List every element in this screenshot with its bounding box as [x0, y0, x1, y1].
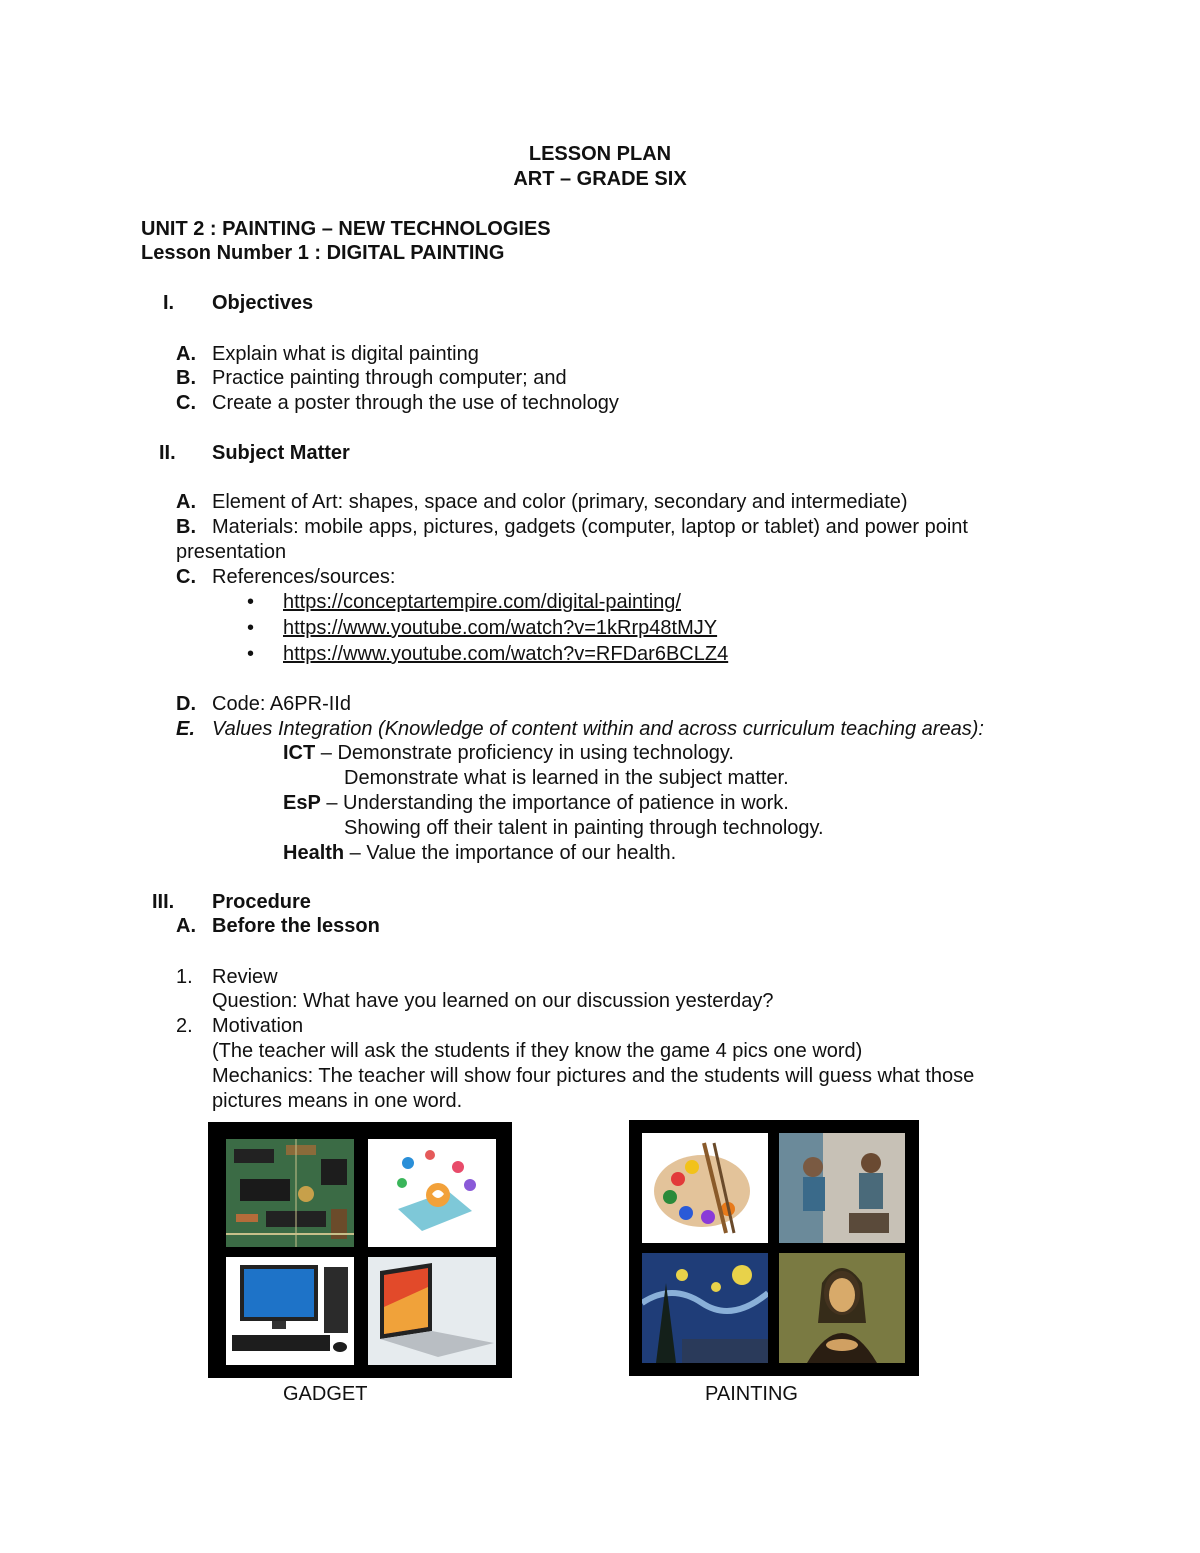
subject-letter-e: E.: [176, 718, 195, 740]
tablet-apps-picture: [368, 1139, 496, 1247]
value-esp-text-2: Showing off their talent in painting through technology.: [344, 817, 824, 839]
starry-night-picture: [642, 1253, 768, 1363]
step-title-motivation: Motivation: [212, 1015, 304, 1037]
step-line: Mechanics: The teacher will show four pictures and the students will guess what those: [212, 1065, 975, 1087]
reference-link[interactable]: https://conceptartempire.com/digital-painting/: [283, 591, 681, 613]
mona-lisa-picture: [779, 1253, 905, 1363]
unit-heading: UNIT 2 : PAINTING – NEW TECHNOLOGIES: [141, 218, 551, 240]
objective-letter: A.: [176, 343, 196, 365]
subject-materials-continued: presentation: [176, 541, 287, 563]
subject-letter-c: C.: [176, 566, 196, 588]
subject-code: Code: A6PR-IId: [212, 693, 351, 715]
step-line: pictures means in one word.: [212, 1090, 463, 1112]
value-ict-text-2: Demonstrate what is learned in the subject matter.: [344, 767, 789, 789]
section-heading-objectives: Objectives: [212, 292, 314, 314]
subject-letter-d: D.: [176, 693, 196, 715]
value-esp-text: – Understanding the importance of patience in work.: [320, 792, 789, 814]
puzzle-image-gadget: [208, 1122, 512, 1378]
circuit-board-picture: [226, 1139, 354, 1247]
objective-letter: B.: [176, 367, 196, 389]
objective-letter: C.: [176, 392, 196, 414]
section-heading-procedure: Procedure: [212, 891, 311, 913]
subject-letter-a: A.: [176, 491, 196, 513]
section-numeral-2: II.: [159, 442, 176, 464]
bullet-icon: •: [247, 643, 255, 665]
objective-item: Create a poster through the use of technology: [212, 392, 619, 414]
section-heading-subject-matter: Subject Matter: [212, 442, 350, 464]
puzzle-image-painting: [629, 1120, 919, 1376]
step-title-review: Review: [212, 966, 278, 988]
document-title: LESSON PLAN: [528, 143, 672, 165]
value-esp-label: EsP: [283, 792, 321, 814]
paint-palette-picture: [642, 1133, 768, 1243]
document-subtitle: ART – GRADE SIX: [513, 168, 687, 190]
objective-item: Practice painting through computer; and: [212, 367, 567, 389]
section-numeral-1: I.: [163, 292, 175, 314]
objective-item: Explain what is digital painting: [212, 343, 479, 365]
section-numeral-3: III.: [152, 891, 175, 913]
desktop-computer-picture: [226, 1257, 354, 1365]
step-line: Question: What have you learned on our discussion yesterday?: [212, 990, 774, 1012]
step-number: 1.: [176, 966, 193, 988]
laptop-picture: [368, 1257, 496, 1365]
puzzle-answer-painting: PAINTING: [705, 1383, 798, 1405]
painters-picture: [779, 1133, 905, 1243]
bullet-icon: •: [247, 617, 255, 639]
value-ict: [283, 741, 734, 765]
subject-letter-b: B.: [176, 516, 196, 538]
subject-references-label: References/sources:: [212, 566, 396, 588]
subject-values-integration: Values Integration (Knowledge of content within and across curriculum teaching areas):: [212, 718, 984, 740]
reference-link[interactable]: https://www.youtube.com/watch?v=1kRrp48tMJY: [283, 617, 718, 639]
procedure-sub-heading: Before the lesson: [212, 915, 380, 937]
step-line: (The teacher will ask the students if they know the game 4 pics one word): [212, 1040, 863, 1062]
subject-element-of-art: Element of Art: shapes, space and color (primary, secondary and intermediate): [212, 491, 908, 513]
procedure-sub-letter: A.: [176, 915, 196, 937]
subject-materials: Materials: mobile apps, pictures, gadgets (computer, laptop or tablet) and power point: [212, 516, 968, 538]
puzzle-answer-gadget: GADGET: [283, 1383, 368, 1405]
value-health: [283, 841, 676, 865]
value-ict-text: – Demonstrate proficiency in using technology.: [315, 742, 734, 764]
value-esp: [283, 791, 789, 815]
value-ict-label: ICT: [283, 742, 316, 764]
value-health-label: Health: [283, 842, 345, 864]
step-number: 2.: [176, 1015, 193, 1037]
lesson-heading: Lesson Number 1 : DIGITAL PAINTING: [141, 242, 505, 264]
reference-link[interactable]: https://www.youtube.com/watch?v=RFDar6BCLZ4: [283, 643, 729, 665]
bullet-icon: •: [247, 591, 255, 613]
value-health-text: – Value the importance of our health.: [344, 842, 677, 864]
